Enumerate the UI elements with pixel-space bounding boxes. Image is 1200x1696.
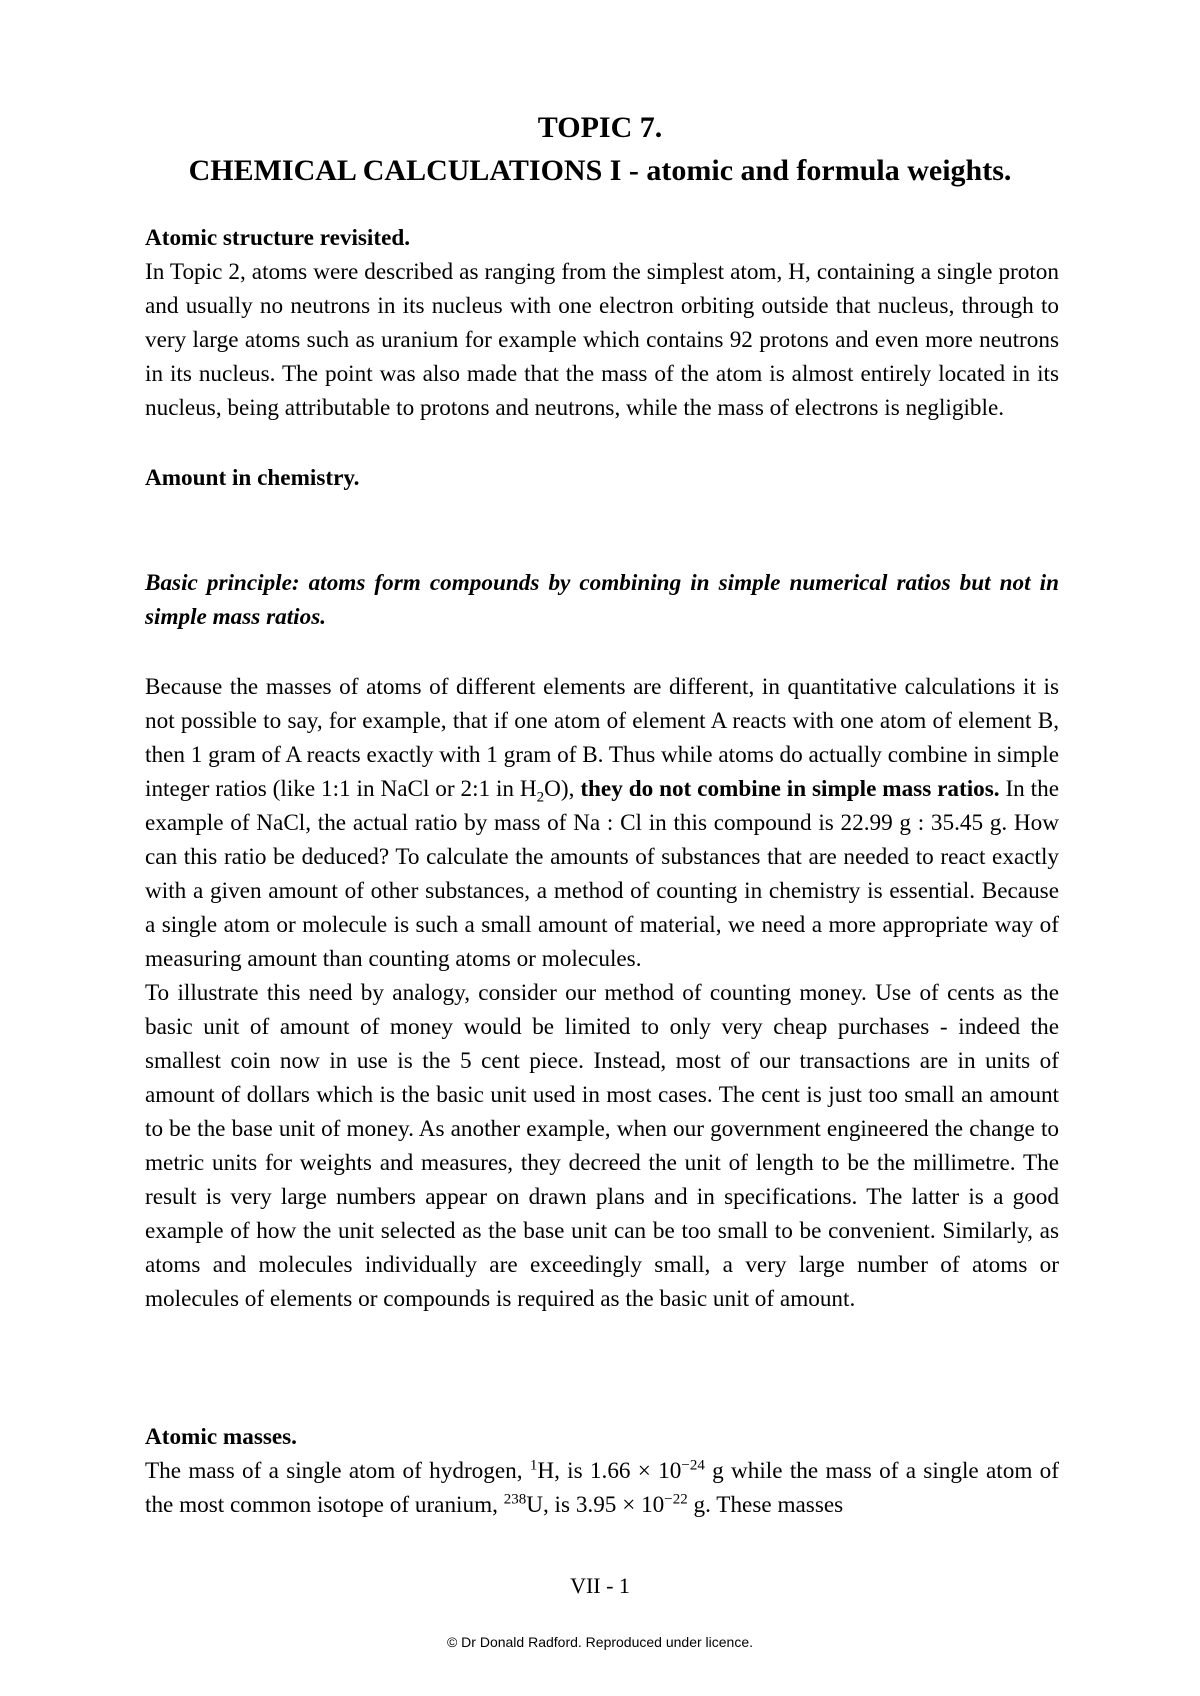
text-run: g while the mass of a single atom of the most common isotope of uranium, <box>145 1458 1059 1518</box>
section-heading: Amount in chemistry. <box>145 465 360 491</box>
superscript: −24 <box>681 1457 705 1474</box>
section-amount-heading-block <box>145 461 1059 495</box>
subscript: 2 <box>536 789 545 806</box>
section-amount-body <box>145 670 1059 1316</box>
topic-subtitle: CHEMICAL CALCULATIONS I - atomic and formula weights. <box>188 154 1012 187</box>
text-run: The mass of a single atom of hydrogen, <box>145 1458 530 1484</box>
text-run: O), <box>544 776 581 802</box>
superscript: 1 <box>529 1457 538 1474</box>
superscript: 238 <box>503 1491 527 1508</box>
paragraph <box>145 1454 1059 1522</box>
copyright-notice: © Dr Donald Radford. Reproduced under licence. <box>446 1634 754 1650</box>
text-run: U, is 3.95 × 10 <box>526 1492 665 1518</box>
section-atomic-structure <box>145 221 1059 425</box>
text-run: g. These masses <box>687 1492 844 1518</box>
page-number: VII - 1 <box>570 1573 630 1598</box>
paragraph: To illustrate this need by analogy, consider our method of counting money. Use of cents as the basic unit of amount of money would be limited to only very cheap purchases - indeed the smallest coin now in use is the 5 cent piece. Instead, most of our transactions are in units of amount of dollars which is the basic unit used in most cases. The cent is just too small an amount to be the base unit of money. As another example, when our government engineered the change to metric units for weights and measures, they decreed the unit of length to be the millimetre. The result is very large numbers appear on drawn plans and in specifications. The latter is a good example of how the unit selected as the base unit can be too small to be convenient. Similarly, as atoms and molecules individually are exceedingly small, a very large number of atoms or molecules of elements or compounds is required as the basic unit of amount. <box>145 980 1059 1312</box>
text-run: Because the masses of atoms of different elements are different, in quantitative calculations it is not possible to say, for example, that if one atom of element A reacts with one atom of element B, then 1 gram of A reacts exactly with 1 gram of B. Thus while atoms do actually combine in simple integer ratios (like 1:1 in NaCl or 2:1 in H <box>145 674 1059 802</box>
text-run: In the example of NaCl, the actual ratio by mass of Na : Cl in this compound is 22.99 g : 35.45 g. How can this ratio be deduced? To calculate the amounts of substances that are needed to react exactly with a given amount of other substances, a method of counting in chemistry is essential. Because a single atom or molecule is such a small amount of material, we need a more appropriate way of measuring amount than counting atoms or molecules. <box>145 776 1059 972</box>
section-atomic-masses <box>145 1420 1059 1522</box>
paragraph: In Topic 2, atoms were described as ranging from the simplest atom, H, containing a single proton and usually no neutrons in its nucleus with one electron orbiting outside that nucleus, through to very large atoms such as uranium for example which contains 92 protons and even more neutrons in its nucleus. The point was also made that the mass of the atom is almost entirely located in its nucleus, being attributable to protons and neutrons, while the mass of electrons is negligible. <box>145 259 1059 421</box>
section-heading: Atomic masses. <box>145 1424 297 1450</box>
paragraph <box>145 670 1059 976</box>
text-run: H, is 1.66 × 10 <box>537 1458 682 1484</box>
principle-block <box>145 566 1059 634</box>
superscript: −22 <box>664 1491 688 1508</box>
emphasis: they do not combine in simple mass ratios. <box>580 776 1000 802</box>
section-heading: Atomic structure revisited. <box>145 225 411 251</box>
topic-title: TOPIC 7. <box>537 111 663 144</box>
basic-principle: Basic principle: atoms form compounds by combining in simple numerical ratios but not in simple mass ratios. <box>145 570 1059 630</box>
